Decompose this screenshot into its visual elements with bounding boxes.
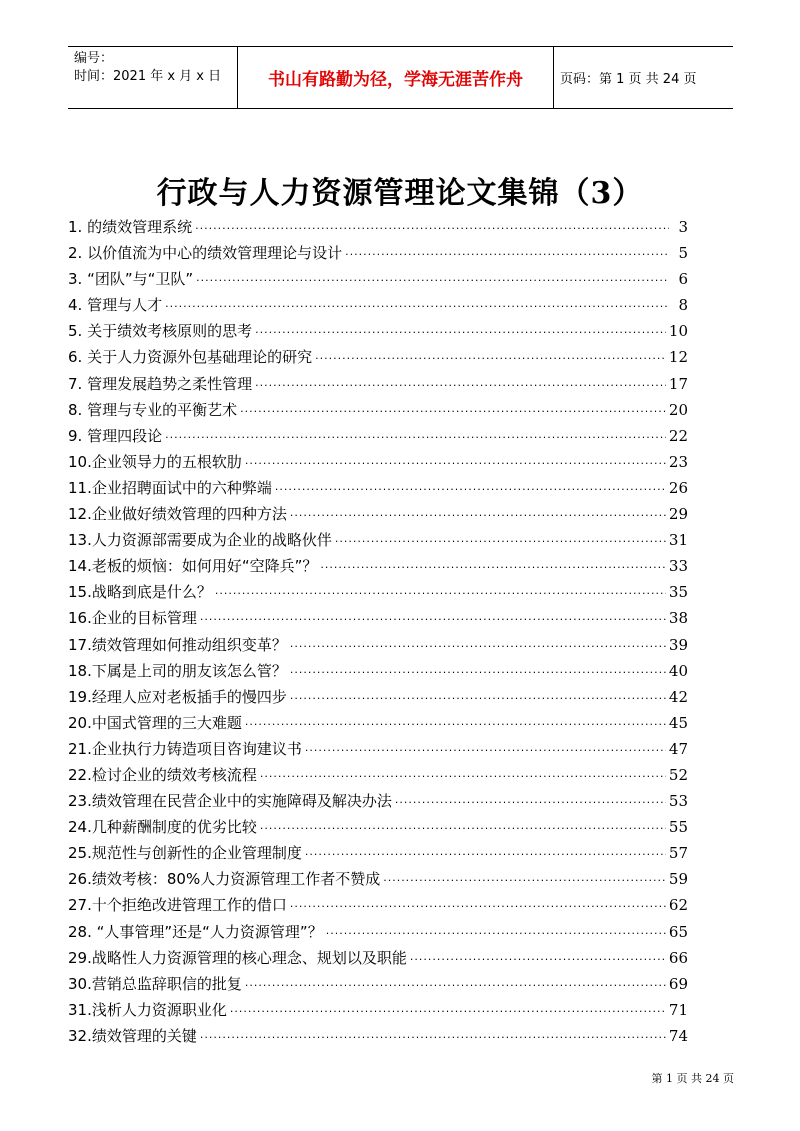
toc-entry[interactable] [68, 919, 688, 945]
header-page-info: 页码：第 1 页 共 24 页 [560, 72, 697, 87]
toc-entry[interactable] [68, 892, 688, 918]
toc-entry-page: 29 [668, 505, 688, 524]
toc-dot-leader [200, 607, 666, 633]
toc-entry-page: 74 [668, 1026, 688, 1045]
toc-entry-title: 25.规范性与创新性的企业管理制度 [68, 844, 302, 863]
toc-entry[interactable] [68, 997, 688, 1023]
toc-entry[interactable] [68, 397, 688, 423]
toc-entry[interactable] [68, 344, 688, 370]
toc-entry-page: 23 [668, 452, 688, 471]
toc-entry-page: 10 [668, 322, 688, 341]
table-of-contents [68, 214, 688, 1049]
document-title: 行政与人力资源管理论文集锦（3） [156, 176, 644, 211]
toc-entry-page: 31 [668, 531, 688, 550]
toc-entry[interactable] [68, 762, 688, 788]
toc-dot-leader [305, 738, 666, 764]
toc-entry-title: 3. “团队”与“卫队” [68, 270, 194, 289]
toc-dot-leader [260, 764, 666, 790]
toc-dot-leader [305, 842, 666, 868]
toc-dot-leader [245, 973, 666, 999]
toc-entry-page: 33 [668, 557, 688, 576]
toc-dot-leader [290, 660, 666, 686]
toc-entry[interactable] [68, 710, 688, 736]
toc-entry-title: 11.企业招聘面试中的六种弊端 [68, 478, 272, 497]
toc-entry-title: 9. 管理四段论 [68, 426, 163, 445]
toc-entry[interactable] [68, 423, 688, 449]
toc-dot-leader [215, 581, 666, 607]
toc-dot-leader [345, 242, 669, 268]
toc-entry[interactable] [68, 553, 688, 579]
toc-entry-title: 14.老板的烦恼：如何用好“空降兵”？ [68, 557, 318, 576]
toc-entry[interactable] [68, 788, 688, 814]
toc-entry[interactable] [68, 971, 688, 997]
toc-entry[interactable] [68, 736, 688, 762]
toc-entry-title: 21.企业执行力铸造项目咨询建议书 [68, 739, 302, 758]
toc-entry[interactable] [68, 814, 688, 840]
toc-entry-page: 69 [668, 974, 688, 993]
toc-entry-title: 5. 关于绩效考核原则的思考 [68, 322, 253, 341]
toc-entry[interactable] [68, 214, 688, 240]
toc-entry-page: 6 [678, 270, 688, 289]
toc-entry[interactable] [68, 240, 688, 266]
page-header [68, 46, 733, 109]
toc-dot-leader [320, 555, 666, 581]
toc-entry-title: 16.企业的目标管理 [68, 609, 197, 628]
toc-entry-page: 59 [668, 870, 688, 889]
toc-dot-leader [335, 529, 666, 555]
toc-entry[interactable] [68, 475, 688, 501]
toc-entry[interactable] [68, 501, 688, 527]
toc-entry-title: 26.绩效考核：80%人力资源管理工作者不赞成 [68, 870, 381, 889]
toc-entry[interactable] [68, 866, 688, 892]
toc-dot-leader [230, 999, 666, 1025]
toc-entry-page: 66 [668, 948, 688, 967]
toc-entry-title: 20.中国式管理的三大难题 [68, 713, 242, 732]
toc-entry-page: 38 [668, 609, 688, 628]
toc-entry[interactable] [68, 449, 688, 475]
toc-entry-title: 15.战略到底是什么？ [68, 583, 212, 602]
toc-entry-title: 8. 管理与专业的平衡艺术 [68, 400, 238, 419]
toc-dot-leader [275, 477, 666, 503]
toc-dot-leader [195, 216, 669, 242]
toc-dot-leader [290, 634, 666, 660]
toc-entry-title: 32.绩效管理的关键 [68, 1026, 197, 1045]
toc-entry-page: 71 [668, 1000, 688, 1019]
toc-entry-title: 6. 关于人力资源外包基础理论的研究 [68, 348, 313, 367]
toc-entry-title: 17.绩效管理如何推动组织变革？ [68, 635, 287, 654]
toc-dot-leader [255, 373, 666, 399]
toc-dot-leader [395, 790, 666, 816]
toc-dot-leader [383, 868, 666, 894]
toc-entry-page: 26 [668, 478, 688, 497]
toc-entry-title: 27.十个拒绝改进管理工作的借口 [68, 896, 287, 915]
toc-dot-leader [245, 712, 666, 738]
toc-entry-page: 65 [668, 922, 688, 941]
toc-dot-leader [410, 947, 666, 973]
toc-entry-title: 29.战略性人力资源管理的核心理念、规划以及职能 [68, 948, 407, 967]
toc-entry[interactable] [68, 266, 688, 292]
toc-entry[interactable] [68, 840, 688, 866]
toc-entry-page: 57 [668, 844, 688, 863]
toc-dot-leader [200, 1025, 666, 1051]
toc-entry-title: 12.企业做好绩效管理的四种方法 [68, 505, 287, 524]
toc-dot-leader [290, 686, 666, 712]
toc-entry-page: 3 [678, 218, 688, 236]
toc-entry-title: 22.检讨企业的绩效考核流程 [68, 765, 257, 784]
toc-dot-leader [290, 894, 666, 920]
toc-entry-page: 12 [668, 348, 688, 367]
toc-entry-title: 28. “人事管理”还是“人力资源管理”？ [68, 922, 323, 941]
toc-entry[interactable] [68, 318, 688, 344]
toc-entry-title: 13.人力资源部需要成为企业的战略伙伴 [68, 531, 332, 550]
toc-entry-page: 8 [678, 296, 688, 315]
toc-entry-page: 53 [668, 792, 688, 811]
toc-entry-page: 17 [668, 374, 688, 393]
page-footer: 第 1 页 共 24 页 [651, 1072, 734, 1085]
header-motto: 书山有路勤为径，学海无涯苦作舟 [237, 47, 554, 108]
toc-entry-page: 62 [668, 896, 688, 915]
toc-entry[interactable] [68, 684, 688, 710]
toc-entry-page: 22 [668, 426, 688, 445]
toc-dot-leader [165, 425, 666, 451]
toc-entry-title: 1. 的绩效管理系统 [68, 218, 193, 236]
toc-entry[interactable] [68, 1023, 688, 1049]
toc-entry-title: 30.营销总监辞职信的批复 [68, 974, 242, 993]
toc-entry-page: 52 [668, 765, 688, 784]
toc-entry-page: 35 [668, 583, 688, 602]
toc-dot-leader [290, 503, 666, 529]
toc-entry[interactable] [68, 527, 688, 553]
toc-entry-page: 20 [668, 400, 688, 419]
toc-entry-page: 45 [668, 713, 688, 732]
toc-entry-title: 18.下属是上司的朋友该怎么管？ [68, 661, 287, 680]
toc-entry-page: 40 [668, 661, 688, 680]
toc-dot-leader [165, 294, 669, 320]
toc-dot-leader [260, 816, 666, 842]
toc-entry[interactable] [68, 605, 688, 631]
toc-dot-leader [240, 399, 666, 425]
toc-entry-title: 4. 管理与人才 [68, 296, 163, 315]
toc-entry[interactable] [68, 371, 688, 397]
toc-entry-title: 10.企业领导力的五根软肋 [68, 452, 242, 471]
toc-entry-page: 42 [668, 687, 688, 706]
toc-entry-page: 5 [678, 244, 688, 263]
toc-dot-leader [315, 346, 666, 372]
toc-entry-title: 2. 以价值流为中心的绩效管理理论与设计 [68, 244, 343, 263]
toc-entry[interactable] [68, 632, 688, 658]
toc-entry-title: 7. 管理发展趋势之柔性管理 [68, 374, 253, 393]
toc-dot-leader [255, 320, 666, 346]
toc-entry-page: 47 [668, 739, 688, 758]
toc-entry-page: 39 [668, 635, 688, 654]
toc-entry[interactable] [68, 579, 688, 605]
toc-entry[interactable] [68, 658, 688, 684]
toc-entry[interactable] [68, 292, 688, 318]
document-time-label: 时间：2021 年 x 月 x 日 [74, 69, 222, 84]
toc-entry[interactable] [68, 945, 688, 971]
toc-entry-title: 23.绩效管理在民营企业中的实施障碍及解决办法 [68, 792, 392, 811]
toc-entry-page: 55 [668, 818, 688, 837]
header-meta [68, 47, 237, 108]
toc-dot-leader [245, 451, 666, 477]
toc-dot-leader [196, 268, 669, 294]
toc-entry-title: 19.经理人应对老板插手的慢四步 [68, 687, 287, 706]
toc-dot-leader [326, 921, 666, 947]
toc-entry-title: 24.几种薪酬制度的优劣比较 [68, 818, 257, 837]
document-number-label: 编号： [74, 51, 114, 66]
toc-entry-title: 31.浅析人力资源职业化 [68, 1000, 227, 1019]
